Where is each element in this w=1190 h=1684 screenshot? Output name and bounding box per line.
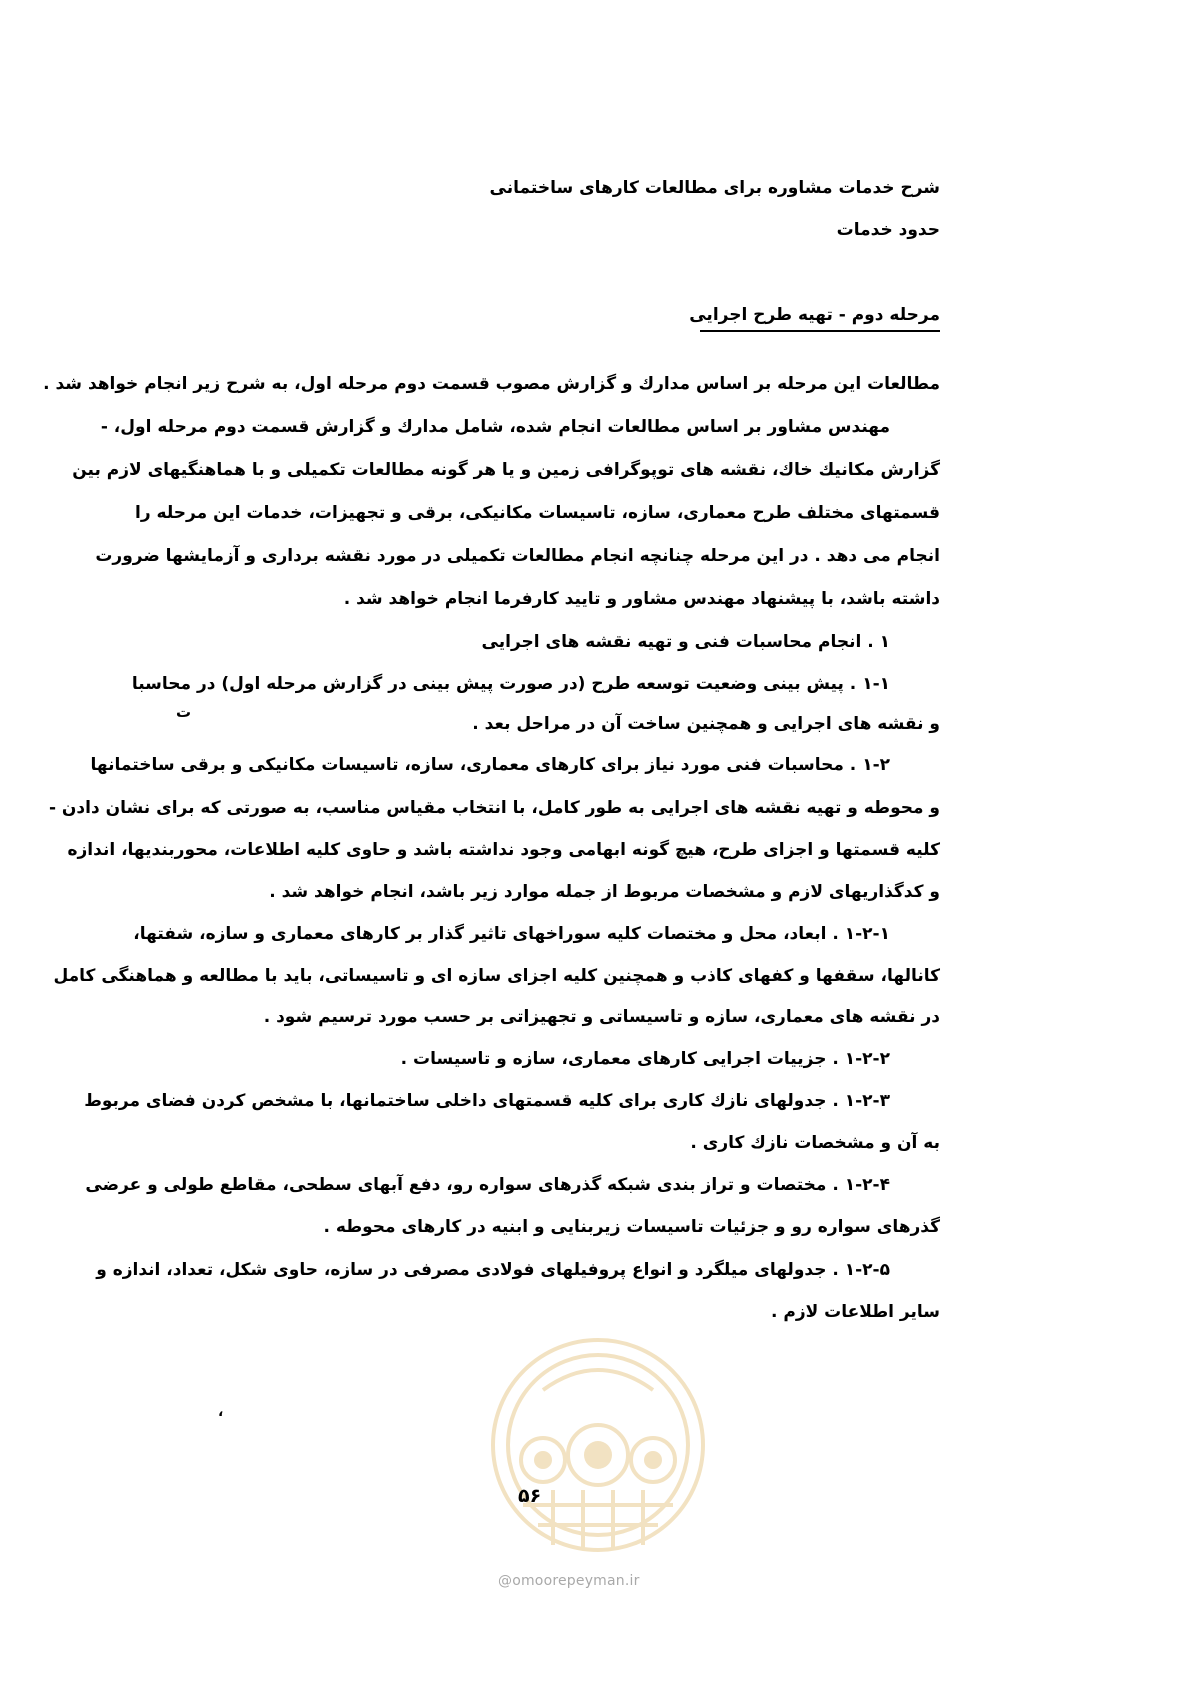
body-line: ۱-۱ . پیش بینی وضعیت توسعه طرح (در صورت پیش بینی در گزارش مرحله اول) در محاسبا xyxy=(131,674,890,694)
body-line: انجام می دهد . در این مرحله چنانچه انجام مطالعات تکمیلی در مورد نقشه برداری و آزمایشها ضرورت xyxy=(95,546,940,566)
body-line: ۱-۲-۳ . جدولهای نازك کاری برای کلیه قسمتهای داخلی ساختمانها، با مشخص کردن فضای مربوط xyxy=(84,1091,890,1111)
body-line: و محوطه و تهیه نقشه های اجرایی به طور کامل، با انتخاب مقیاس مناسب، به صورتی که برای نشان دادن - xyxy=(48,798,940,818)
body-line: مطالعات این مرحله بر اساس مدارك و گزارش مصوب قسمت دوم مرحله اول، به شرح زیر انجام خواهد شد . xyxy=(43,374,940,394)
body-line: و نقشه های اجرایی و همچنین ساخت آن در مراحل بعد . xyxy=(472,714,940,734)
numbered-heading: ۱ . انجام محاسبات فنی و تهیه نقشه های اجرایی xyxy=(481,632,890,652)
watermark-seal-icon xyxy=(483,1330,713,1560)
body-line: ۱-۲-۴ . مختصات و تراز بندی شبکه گذرهای سواره رو، دفع آبهای سطحی، مقاطع طولی و عرضی xyxy=(85,1175,890,1195)
document-subtitle: حدود خدمات xyxy=(836,220,940,240)
body-line: ۱-۲-۲ . جزییات اجرایی کارهای معماری، سازه و تاسیسات . xyxy=(400,1049,890,1069)
document-title: شرح خدمات مشاوره برای مطالعات کارهای ساختمانی xyxy=(489,178,940,198)
body-line: ۱-۲ . محاسبات فنی مورد نیاز برای کارهای معماری، سازه، تاسیسات مکانیکی و برقی ساختمانها xyxy=(90,755,890,775)
body-line: و کدگذاریهای لازم و مشخصات مربوط از جمله موارد زیر باشد، انجام خواهد شد . xyxy=(269,882,940,902)
watermark-url xyxy=(498,1573,640,1589)
stray-mark: ، xyxy=(218,1404,224,1420)
page-number: ۵۶ xyxy=(518,1485,542,1507)
body-line: داشته باشد، با پیشنهاد مهندس مشاور و تایید کارفرما انجام خواهد شد . xyxy=(343,589,940,609)
body-line: کانالها، سقفها و کفهای کاذب و همچنین کلیه اجزای سازه ای و تاسیساتی، باید با مطالعه و هماهنگی کامل xyxy=(53,966,940,986)
body-line: ۱-۲-۱ . ابعاد، محل و مختصات کلیه سوراخهای تاثیر گذار بر کارهای معماری و سازه، شفتها، xyxy=(133,924,890,944)
section-heading-underline xyxy=(700,330,940,332)
section-heading: مرحله دوم - تهیه طرح اجرایی xyxy=(689,305,940,325)
body-line: گزارش مکانیك خاك، نقشه های توپوگرافی زمین و یا هر گونه مطالعات تکمیلی و با هماهنگیهای لازم بین xyxy=(72,460,940,480)
body-line: ۱-۲-۵ . جدولهای میلگرد و انواع پروفیلهای فولادی مصرفی در سازه، حاوی شکل، تعداد، اندازه و xyxy=(96,1260,890,1280)
body-line: در نقشه های معماری، سازه و تاسیساتی و تجهیزاتی بر حسب مورد ترسیم شود . xyxy=(263,1007,940,1027)
body-line: مهندس مشاور بر اساس مطالعات انجام شده، شامل مدارك و گزارش قسمت دوم مرحله اول، - xyxy=(100,417,890,437)
body-line: کلیه قسمتها و اجزای طرح، هیچ گونه ابهامی وجود نداشته باشد و حاوی کلیه اطلاعات، محوربندیها، اندازه xyxy=(67,840,940,860)
body-line: سایر اطلاعات لازم . xyxy=(770,1302,940,1322)
watermark-site-text: omoorepeyman.ir xyxy=(512,1573,640,1589)
body-line: گذرهای سواره رو و جزئیات تاسیسات زیربنایی و ابنیه در کارهای محوطه . xyxy=(323,1217,940,1237)
body-line: قسمتهای مختلف طرح معماری، سازه، تاسیسات مکانیکی، برقی و تجهیزات، خدمات این مرحله را xyxy=(135,503,940,523)
superscript-letter: ت xyxy=(176,703,192,721)
at-sign-icon: @ xyxy=(498,1573,513,1589)
body-line: به آن و مشخصات نازك کاری . xyxy=(690,1133,940,1153)
